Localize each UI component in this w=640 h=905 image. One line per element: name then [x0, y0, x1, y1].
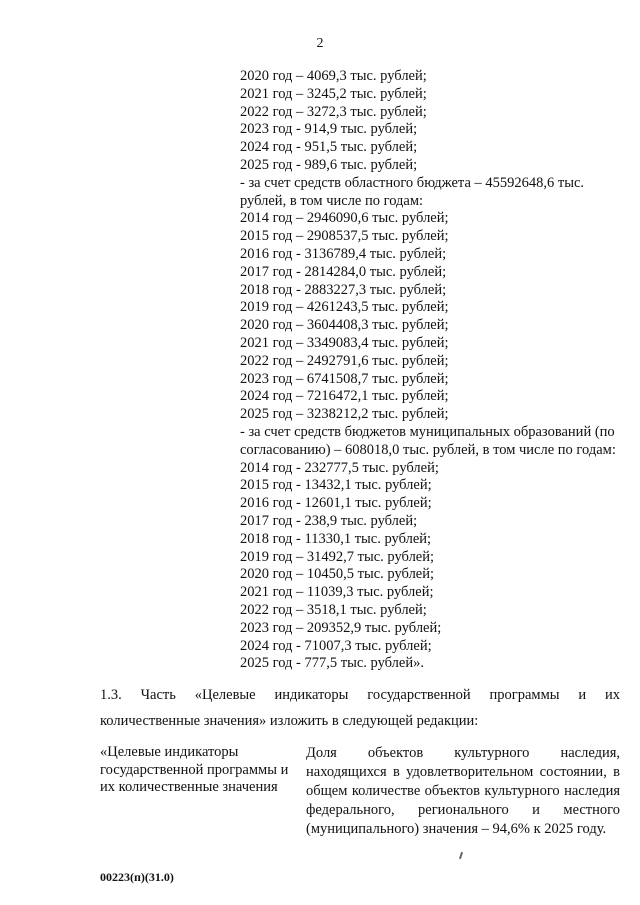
- regional-year-line: 2017 год - 2814284,0 тыс. рублей;: [240, 263, 447, 280]
- regional-year-line: 2014 год – 2946090,6 тыс. рублей;: [240, 210, 449, 227]
- federal-year-line: 2023 год - 914,9 тыс. рублей;: [240, 121, 418, 138]
- page-number: 2: [316, 36, 324, 51]
- regional-year-line: 2019 год – 4261243,5 тыс. рублей;: [240, 299, 449, 316]
- municipal-year-line: 2024 год - 71007,3 тыс. рублей;: [240, 637, 432, 654]
- federal-year-line: 2021 год – 3245,2 тыс. рублей;: [240, 85, 427, 102]
- federal-year-line: 2020 год – 4069,3 тыс. рублей;: [240, 68, 427, 84]
- municipal-year-line: 2018 год - 11330,1 тыс. рублей;: [240, 530, 432, 547]
- federal-year-line: 2024 год - 951,5 тыс. рублей;: [240, 139, 418, 156]
- municipal-year-line: 2023 год – 209352,9 тыс. рублей;: [240, 619, 442, 636]
- municipal-year-line: 2022 год – 3518,1 тыс. рублей;: [240, 601, 427, 618]
- regional-year-line: 2020 год – 3604408,3 тыс. рублей;: [240, 317, 449, 334]
- municipal-year-line: 2019 год – 31492,7 тыс. рублей;: [240, 548, 435, 565]
- indicators-label: «Целевые индикаторы государственной программы и их количественные значения: [100, 744, 289, 795]
- regional-year-line: 2025 год – 3238212,2 тыс. рублей;: [240, 406, 449, 423]
- regional-year-line: 2023 год – 6741508,7 тыс. рублей;: [240, 370, 449, 387]
- document-code: 00223(п)(31.0): [100, 870, 174, 884]
- municipal-year-line: 2025 год - 777,5 тыс. рублей».: [240, 655, 424, 672]
- municipal-year-line: 2016 год - 12601,1 тыс. рублей;: [240, 495, 432, 512]
- funding-block: [240, 68, 620, 673]
- regional-year-line: 2022 год – 2492791,6 тыс. рублей;: [240, 352, 449, 369]
- regional-year-line: 2021 год – 3349083,4 тыс. рублей;: [240, 334, 449, 351]
- municipal-budget-intro: - за счет средств бюджетов муниципальных образований (по согласованию) – 608018,0 тыс. рублей, в том числе по годам:: [240, 423, 616, 458]
- regional-year-line: 2015 год – 2908537,5 тыс. рублей;: [240, 228, 449, 245]
- regional-year-line: 2024 год – 7216472,1 тыс. рублей;: [240, 388, 449, 405]
- section-heading-line: 1.3. Часть «Целевые индикаторы государственной программы и их: [100, 687, 620, 703]
- municipal-year-line: 2015 год - 13432,1 тыс. рублей;: [240, 477, 432, 494]
- regional-budget-intro: - за счет средств областного бюджета – 45592648,6 тыс. рублей, в том числе по годам:: [240, 174, 585, 209]
- regional-year-line: 2016 год - 3136789,4 тыс. рублей;: [240, 245, 447, 262]
- regional-year-line: 2018 год - 2883227,3 тыс. рублей;: [240, 281, 447, 298]
- municipal-year-line: 2020 год – 10450,5 тыс. рублей;: [240, 566, 435, 583]
- section-heading-continuation: количественные значения» изложить в следующей редакции:: [100, 713, 479, 729]
- municipal-year-line: 2021 год – 11039,3 тыс. рублей;: [240, 584, 434, 601]
- municipal-year-line: 2017 год - 238,9 тыс. рублей;: [240, 512, 418, 529]
- stray-pen-mark: [459, 852, 463, 859]
- federal-year-line: 2025 год - 989,6 тыс. рублей;: [240, 156, 418, 173]
- municipal-year-line: 2014 год - 232777,5 тыс. рублей;: [240, 459, 439, 476]
- indicators-value: Доля объектов культурного наследия, находящихся в удовлетворительном состоянии, в общем количестве объектов культурного наследия федерального, регионального и местного (муниципального) значения – 94,6% к 2025 году.: [306, 745, 620, 837]
- federal-year-line: 2022 год – 3272,3 тыс. рублей;: [240, 103, 427, 120]
